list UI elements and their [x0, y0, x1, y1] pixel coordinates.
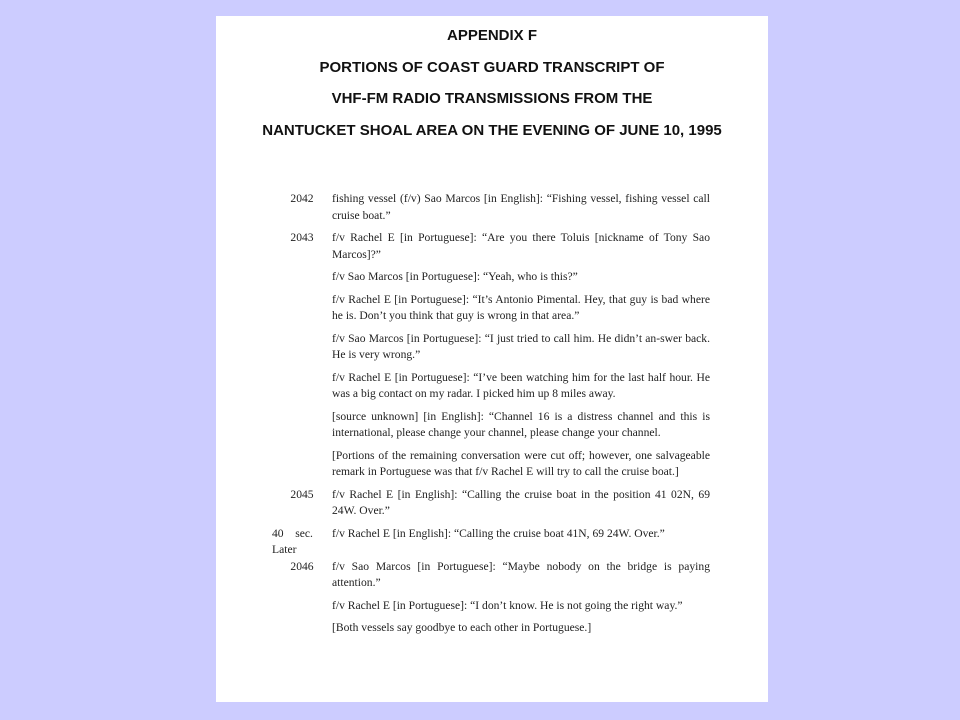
entry-time [272, 370, 332, 409]
transcript-entry [272, 409, 710, 448]
entry-time [272, 269, 332, 292]
entry-text: f/v Rachel E [in Portuguese]: “It’s Antonio Pimental. Hey, that guy is bad where he is. Don’t you think that guy is wrong in that area.” [332, 292, 710, 322]
entry-time [272, 448, 332, 487]
heading-line-1: PORTIONS OF COAST GUARD TRANSCRIPT OF [319, 58, 665, 76]
entry-text: f/v Sao Marcos [in Portuguese]: “I just tried to call him. He didn’t an-swer back. He is very wrong.” [332, 331, 710, 361]
transcript-entry [272, 620, 710, 643]
entry-text: [Both vessels say goodbye to each other in Portuguese.] [332, 621, 592, 634]
entry-text: f/v Rachel E [in Portuguese]: “I’ve been watching him for the last half hour. He was a big contact on my radar. I picked him up 8 miles away. [332, 370, 710, 400]
transcript [272, 191, 710, 643]
entry-text: [source unknown] [in English]: “Channel 16 is a distress channel and this is international, please change your channel, please change your channel. [332, 409, 710, 439]
entry-time: 2046 [290, 559, 314, 573]
entry-time [272, 409, 332, 448]
transcript-entry [272, 598, 710, 621]
entry-text: f/v Sao Marcos [in Portuguese]: “Maybe nobody on the bridge is paying attention.” [332, 559, 710, 589]
transcript-entry [272, 191, 710, 230]
transcript-entry [272, 230, 710, 269]
entry-time: 40 sec. Later [272, 526, 313, 556]
document-page [216, 16, 768, 702]
transcript-entry [272, 331, 710, 370]
entry-text: [Portions of the remaining conversation were cut off; however, one salvageable remark in Portuguese was that f/v Rachel E will try to call the cruise boat.] [332, 448, 710, 478]
transcript-entry [272, 269, 710, 292]
transcript-entry [272, 448, 710, 487]
transcript-entry [272, 487, 710, 526]
entry-time: 2042 [290, 192, 314, 205]
transcript-entry [272, 370, 710, 409]
entry-time [272, 598, 332, 621]
entry-text: fishing vessel (f/v) Sao Marcos [in English]: “Fishing vessel, fishing vessel call cruise boat.” [332, 192, 710, 222]
entry-time [272, 292, 332, 331]
entry-time: 2045 [290, 487, 314, 501]
transcript-entry [272, 526, 710, 559]
heading-line-2: VHF-FM RADIO TRANSMISSIONS FROM THE [331, 90, 653, 107]
entry-text: f/v Rachel E [in English]: “Calling the cruise boat 41N, 69 24W. Over.” [332, 526, 665, 540]
heading-line-3: NANTUCKET SHOAL AREA ON THE EVENING OF JUNE 10, 1995 [262, 121, 722, 139]
entry-time: 2043 [290, 231, 314, 244]
entry-time [272, 331, 332, 370]
entry-text: f/v Rachel E [in Portuguese]: “Are you there Toluis [nickname of Tony Sao Marcos]?” [332, 231, 710, 261]
transcript-entry [272, 292, 710, 331]
entry-text: f/v Rachel E [in English]: “Calling the cruise boat in the position 41 02N, 69 24W. Over.” [332, 487, 710, 517]
entry-text: f/v Rachel E [in Portuguese]: “I don’t know. He is not going the right way.” [332, 598, 683, 612]
entry-time [272, 620, 332, 643]
entry-text: f/v Sao Marcos [in Portuguese]: “Yeah, who is this?” [332, 270, 578, 283]
appendix-heading [216, 26, 768, 152]
transcript-entry [272, 559, 710, 598]
appendix-title: APPENDIX F [446, 27, 537, 44]
